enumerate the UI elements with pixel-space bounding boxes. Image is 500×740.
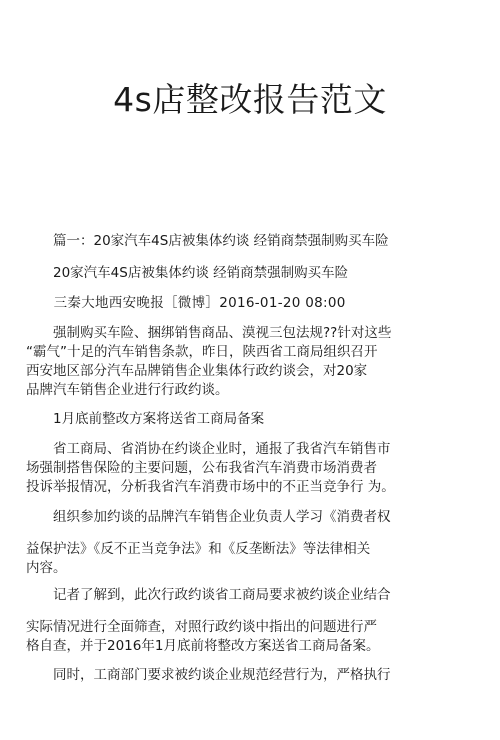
text-line: 内容。 (26, 560, 67, 576)
text-line: 三秦大地西安晚报［微博］2016-01-20 08:00 (26, 295, 346, 311)
text-line: 省工商局、省消协在约谈企业时，通报了我省汽车销售市 (26, 441, 391, 457)
paragraph-body-1 (26, 440, 486, 497)
paragraph-body-5 (26, 618, 486, 656)
text-line: 场强制搭售保险的主要问题，公布我省汽车消费市场消费者 (26, 460, 377, 476)
text-line: 强制购买车险、捆绑销售商品、漠视三包法规??针对这些 (26, 325, 392, 341)
text-line: 篇一：20家汽车4S店被集体约谈 经销商禁强制购买车险 (26, 233, 389, 249)
paragraph-subheading (26, 410, 486, 429)
paragraph-body-3 (26, 540, 486, 578)
text-line: 1月底前整改方案将送省工商局备案 (26, 411, 265, 427)
text-line: 品牌汽车销售企业进行行政约谈。 (26, 382, 229, 398)
paragraph-source-line (26, 294, 486, 313)
paragraph-subtitle (26, 264, 486, 283)
paragraph-body-4 (26, 586, 486, 605)
text-line: 西安地区部分汽车品牌销售企业集体行政约谈会，对20家 (26, 363, 368, 379)
paragraph-heading-1 (26, 232, 486, 251)
paragraph-body-6 (26, 666, 486, 685)
text-line: 实际情况进行全面筛查，对照行政约谈中指出的问题进行严 (26, 619, 377, 635)
text-line: 格自查，并于2016年1月底前将整改方案送省工商局备案。 (26, 638, 380, 654)
text-line: 益保护法》《反不正当竞争法》和《反垄断法》等法律相关 (26, 541, 371, 557)
text-line: 同时，工商部门要求被约谈企业规范经营行为，严格执行 (26, 667, 391, 683)
text-line: 组织参加约谈的品牌汽车销售企业负责人学习《消费者权 (26, 509, 391, 525)
paragraph-body-2 (26, 508, 486, 527)
text-line: 投诉举报情况，分析我省汽车消费市场中的不正当竞争行 为。 (26, 479, 395, 495)
text-line: 20家汽车4S店被集体约谈 经销商禁强制购买车险 (26, 265, 349, 281)
document-title: 4s店整改报告范文 (113, 80, 387, 119)
paragraph-intro (26, 324, 486, 400)
text-line: “霸气”十足的汽车销售条款，昨日，陕西省工商局组织召开 (26, 344, 378, 360)
text-line: 记者了解到，此次行政约谈省工商局要求被约谈企业结合 (26, 587, 391, 603)
